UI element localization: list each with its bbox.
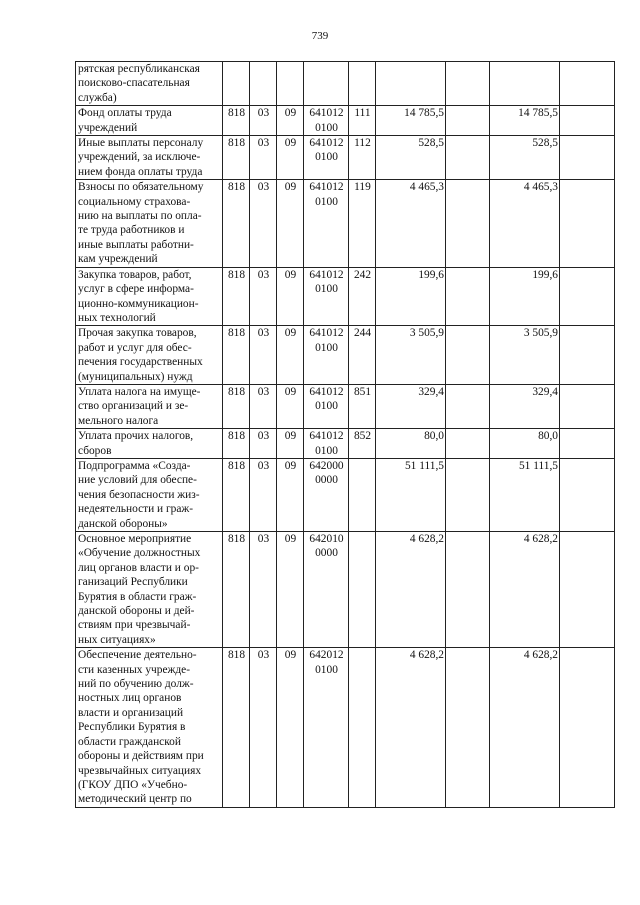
table-row [76,267,615,326]
ministry-code-cell: 818 [223,532,250,648]
section-code-cell: 03 [250,384,277,428]
table-row [76,62,615,106]
total-amount-cell: 51 111,5 [376,458,446,531]
ministry-code-cell: 818 [223,458,250,531]
ministry-code-cell: 818 [223,180,250,267]
target-article-cell: 642010 0000 [304,532,349,648]
section-code-cell: 03 [250,648,277,807]
section-code-cell: 03 [250,326,277,385]
row-name-cell: Взносы по обязательному социальному страхова- нию на выплаты по опла- те труда работников и иные выплаты работни- кам учреждений [76,180,223,267]
subsection-code-cell: 09 [277,106,304,136]
ministry-code-cell: 818 [223,106,250,136]
table-body [76,62,615,808]
empty-amount-cell [560,106,615,136]
subsection-code-cell: 09 [277,384,304,428]
amount-cell: 4 628,2 [490,648,560,807]
empty-amount-cell [560,267,615,326]
section-code-cell: 03 [250,532,277,648]
empty-amount-cell [560,429,615,459]
section-code-cell: 03 [250,458,277,531]
empty-amount-cell [560,136,615,180]
expense-type-cell [349,458,376,531]
amount-cell: 4 465,3 [490,180,560,267]
empty-amount-cell [560,532,615,648]
empty-amount-cell [446,384,490,428]
target-article-cell: 641012 0100 [304,180,349,267]
ministry-code-cell [223,62,250,106]
empty-amount-cell [446,180,490,267]
amount-cell [490,62,560,106]
total-amount-cell: 329,4 [376,384,446,428]
page-number: 739 [311,30,329,42]
target-article-cell: 641012 0100 [304,106,349,136]
empty-amount-cell [446,136,490,180]
empty-amount-cell [560,62,615,106]
total-amount-cell [376,62,446,106]
row-name-cell: Уплата налога на имуще- ство организаций и зе- мельного налога [76,384,223,428]
row-name-cell: Закупка товаров, работ, услуг в сфере информа- ционно-коммуникацион- ных технологий [76,267,223,326]
total-amount-cell: 4 628,2 [376,648,446,807]
ministry-code-cell: 818 [223,136,250,180]
expense-type-cell [349,532,376,648]
row-name-cell: Уплата прочих налогов, сборов [76,429,223,459]
row-name-cell: Иные выплаты персоналу учреждений, за исключе- нием фонда оплаты труда [76,136,223,180]
row-name-cell: рятская республиканская поисково-спасательная служба) [76,62,223,106]
expense-type-cell: 111 [349,106,376,136]
target-article-cell: 642012 0100 [304,648,349,807]
empty-amount-cell [446,267,490,326]
subsection-code-cell [277,62,304,106]
section-code-cell: 03 [250,180,277,267]
section-code-cell: 03 [250,429,277,459]
row-name-cell: Прочая закупка товаров, работ и услуг для обес- печения государственных (муниципальных) нужд [76,326,223,385]
ministry-code-cell: 818 [223,384,250,428]
empty-amount-cell [560,648,615,807]
target-article-cell: 641012 0100 [304,136,349,180]
total-amount-cell: 3 505,9 [376,326,446,385]
row-name-cell: Фонд оплаты труда учреждений [76,106,223,136]
total-amount-cell: 14 785,5 [376,106,446,136]
expense-type-cell: 244 [349,326,376,385]
expense-type-cell: 242 [349,267,376,326]
expense-type-cell: 119 [349,180,376,267]
ministry-code-cell: 818 [223,648,250,807]
subsection-code-cell: 09 [277,429,304,459]
target-article-cell: 642000 0000 [304,458,349,531]
subsection-code-cell: 09 [277,326,304,385]
expense-type-cell [349,62,376,106]
empty-amount-cell [446,429,490,459]
table-row [76,458,615,531]
table-row [76,429,615,459]
section-code-cell: 03 [250,106,277,136]
amount-cell: 80,0 [490,429,560,459]
ministry-code-cell: 818 [223,429,250,459]
total-amount-cell: 528,5 [376,136,446,180]
empty-amount-cell [560,458,615,531]
empty-amount-cell [446,326,490,385]
amount-cell: 51 111,5 [490,458,560,531]
subsection-code-cell: 09 [277,180,304,267]
empty-amount-cell [446,532,490,648]
table-row [76,384,615,428]
target-article-cell: 641012 0100 [304,429,349,459]
target-article-cell [304,62,349,106]
expense-type-cell: 851 [349,384,376,428]
table-row [76,648,615,807]
subsection-code-cell: 09 [277,648,304,807]
empty-amount-cell [446,458,490,531]
empty-amount-cell [446,106,490,136]
target-article-cell: 641012 0100 [304,326,349,385]
section-code-cell: 03 [250,136,277,180]
total-amount-cell: 4 465,3 [376,180,446,267]
row-name-cell: Основное мероприятие «Обучение должностных лиц органов власти и ор- ганизаций Республики Бурятия в области граж- данской обороны и дей- ствиям при чрезвычай- ных ситуациях» [76,532,223,648]
amount-cell: 3 505,9 [490,326,560,385]
empty-amount-cell [560,384,615,428]
table-row [76,180,615,267]
subsection-code-cell: 09 [277,532,304,648]
subsection-code-cell: 09 [277,136,304,180]
expense-type-cell [349,648,376,807]
empty-amount-cell [446,62,490,106]
table-row [76,136,615,180]
subsection-code-cell: 09 [277,458,304,531]
expense-type-cell: 852 [349,429,376,459]
budget-table [75,61,615,808]
row-name-cell: Подпрограмма «Созда- ние условий для обеспе- чения безопасности жиз- недеятельности и граж- данской обороны» [76,458,223,531]
amount-cell: 14 785,5 [490,106,560,136]
subsection-code-cell: 09 [277,267,304,326]
expense-type-cell: 112 [349,136,376,180]
section-code-cell [250,62,277,106]
table-row [76,326,615,385]
table-row [76,532,615,648]
total-amount-cell: 80,0 [376,429,446,459]
target-article-cell: 641012 0100 [304,384,349,428]
amount-cell: 199,6 [490,267,560,326]
row-name-cell: Обеспечение деятельно- сти казенных учрежде- ний по обучению долж- ностных лиц органов власти и организаций Республики Бурятия в области гражданской обороны и действиям при чрезвычайных ситуациях (ГКОУ ДПО «Учебно- методический центр по [76,648,223,807]
target-article-cell: 641012 0100 [304,267,349,326]
total-amount-cell: 4 628,2 [376,532,446,648]
empty-amount-cell [446,648,490,807]
amount-cell: 4 628,2 [490,532,560,648]
ministry-code-cell: 818 [223,326,250,385]
ministry-code-cell: 818 [223,267,250,326]
amount-cell: 329,4 [490,384,560,428]
empty-amount-cell [560,180,615,267]
empty-amount-cell [560,326,615,385]
section-code-cell: 03 [250,267,277,326]
total-amount-cell: 199,6 [376,267,446,326]
table-row [76,106,615,136]
amount-cell: 528,5 [490,136,560,180]
